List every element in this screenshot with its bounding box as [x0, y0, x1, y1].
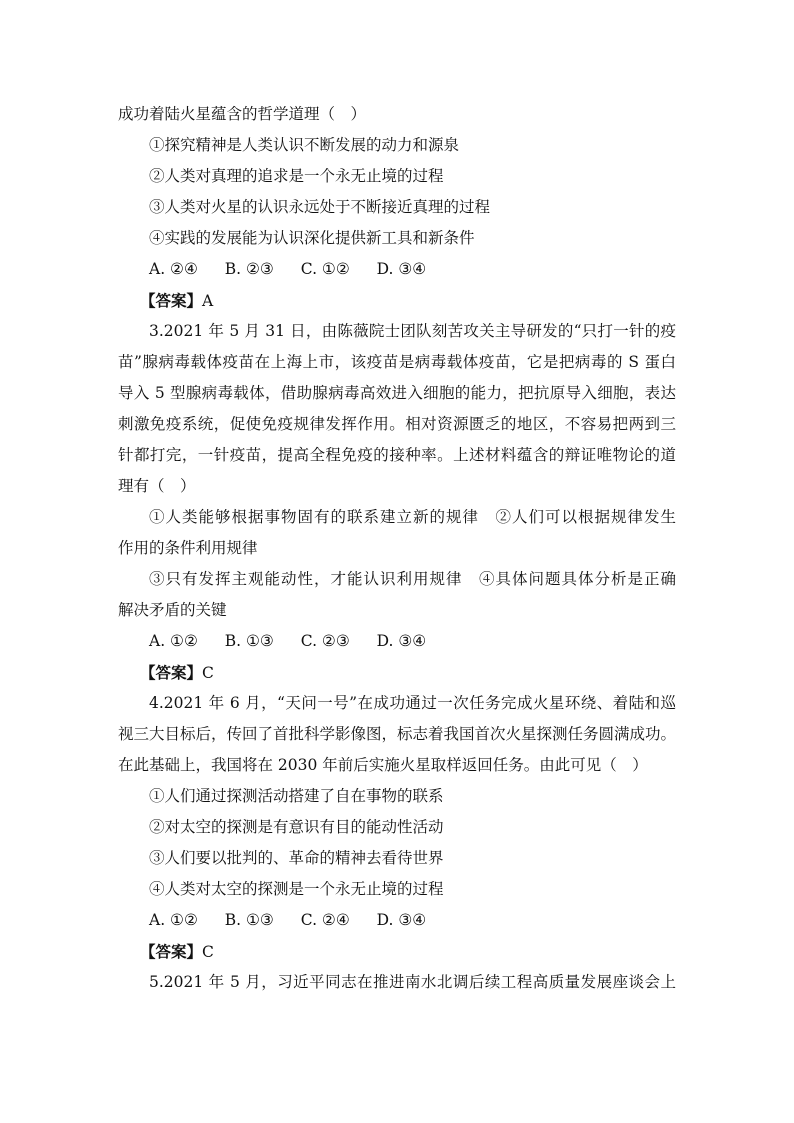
q3-options [118, 626, 676, 657]
q3-answer-label: 【答案】 [140, 663, 203, 682]
q2-item-3: ③人类对火星的认识永远处于不断接近真理的过程 [149, 198, 491, 216]
q4-option-b: B. ①③ [224, 911, 274, 929]
q3-item-line-4: 解决矛盾的关键 [118, 601, 227, 619]
q3-stem-line-1: 3.2021 年 5 月 31 日，由陈薇院士团队刻苦攻关主导研发的“只打一针的疫 [149, 322, 676, 340]
q3-stem-line-6: 理有（ ） [118, 477, 196, 495]
q2-option-c: C. ①② [300, 260, 350, 278]
q3-item-line-3: ③只有发挥主观能动性，才能认识利用规律 ④具体问题具体分析是正确 [149, 570, 676, 588]
q3-answer-line [118, 657, 676, 688]
q2-option-b: B. ②③ [224, 260, 274, 278]
q2-answer-label: 【答案】 [140, 291, 203, 310]
q2-answer-line [118, 285, 676, 316]
q2-item-4: ④实践的发展能为认识深化提供新工具和新条件 [149, 229, 475, 247]
q4-option-c: C. ②④ [300, 911, 350, 929]
q2-option-a: A. ②④ [149, 260, 198, 278]
q4-answer-label: 【答案】 [140, 942, 203, 961]
q4-item-3: ③人们要以批判的、革命的精神去看待世界 [149, 849, 444, 867]
q3-item-line-2: 作用的条件利用规律 [118, 539, 258, 557]
q3-stem-line-2: 苗”腺病毒载体疫苗在上海上市，该疫苗是病毒载体疫苗，它是把病毒的 S 蛋白 [118, 353, 676, 371]
q4-option-a: A. ①② [149, 911, 198, 929]
q5-stem-line-1: 5.2021 年 5 月，习近平同志在推进南水北调后续工程高质量发展座谈会上 [149, 973, 676, 991]
q2-option-d: D. ③④ [376, 260, 427, 278]
q3-option-c: C. ②③ [300, 632, 350, 650]
q3-stem-line-3: 导入 5 型腺病毒载体，借助腺病毒高效进入细胞的能力，把抗原导入细胞，表达 [118, 384, 676, 402]
q4-answer-line [118, 936, 676, 967]
q4-option-d: D. ③④ [376, 911, 427, 929]
q2-item-2: ②人类对真理的追求是一个永无止境的过程 [149, 167, 444, 185]
q2-answer-value: A [202, 292, 214, 310]
q4-item-4: ④人类对太空的探测是一个永无止境的过程 [149, 880, 444, 898]
q4-item-2: ②对太空的探测是有意识有目的能动性活动 [149, 818, 444, 836]
q2-options [118, 254, 676, 285]
q3-option-b: B. ①③ [224, 632, 274, 650]
q4-stem-line-3: 在此基础上，我国将在 2030 年前后实施火星取样返回任务。由此可见（ ） [118, 756, 648, 774]
q3-option-d: D. ③④ [376, 632, 427, 650]
q3-item-line-1: ①人类能够根据事物固有的联系建立新的规律 ②人们可以根据规律发生 [149, 508, 676, 526]
q3-stem-line-5: 针都打完，一针疫苗，提高全程免疫的接种率。上述材料蕴含的辩证唯物论的道 [118, 446, 676, 464]
q4-answer-value: C [202, 943, 214, 961]
q3-stem-line-4: 刺激免疫系统，促使免疫规律发挥作用。相对资源匮乏的地区，不容易把两到三 [118, 415, 676, 433]
q4-stem-line-2: 视三大目标后，传回了首批科学影像图，标志着我国首次火星探测任务圆满成功。 [118, 725, 676, 743]
q4-stem-line-1: 4.2021 年 6 月，“天问一号”在成功通过一次任务完成火星环绕、着陆和巡 [149, 694, 676, 712]
q4-item-1: ①人们通过探测活动搭建了自在事物的联系 [149, 787, 444, 805]
q3-answer-value: C [202, 664, 214, 682]
q2-stem-tail: 成功着陆火星蕴含的哲学道理（ ） [118, 105, 367, 123]
q4-options [118, 905, 676, 936]
q2-item-1: ①探究精神是人类认识不断发展的动力和源泉 [149, 136, 460, 154]
q3-option-a: A. ①② [149, 632, 198, 650]
